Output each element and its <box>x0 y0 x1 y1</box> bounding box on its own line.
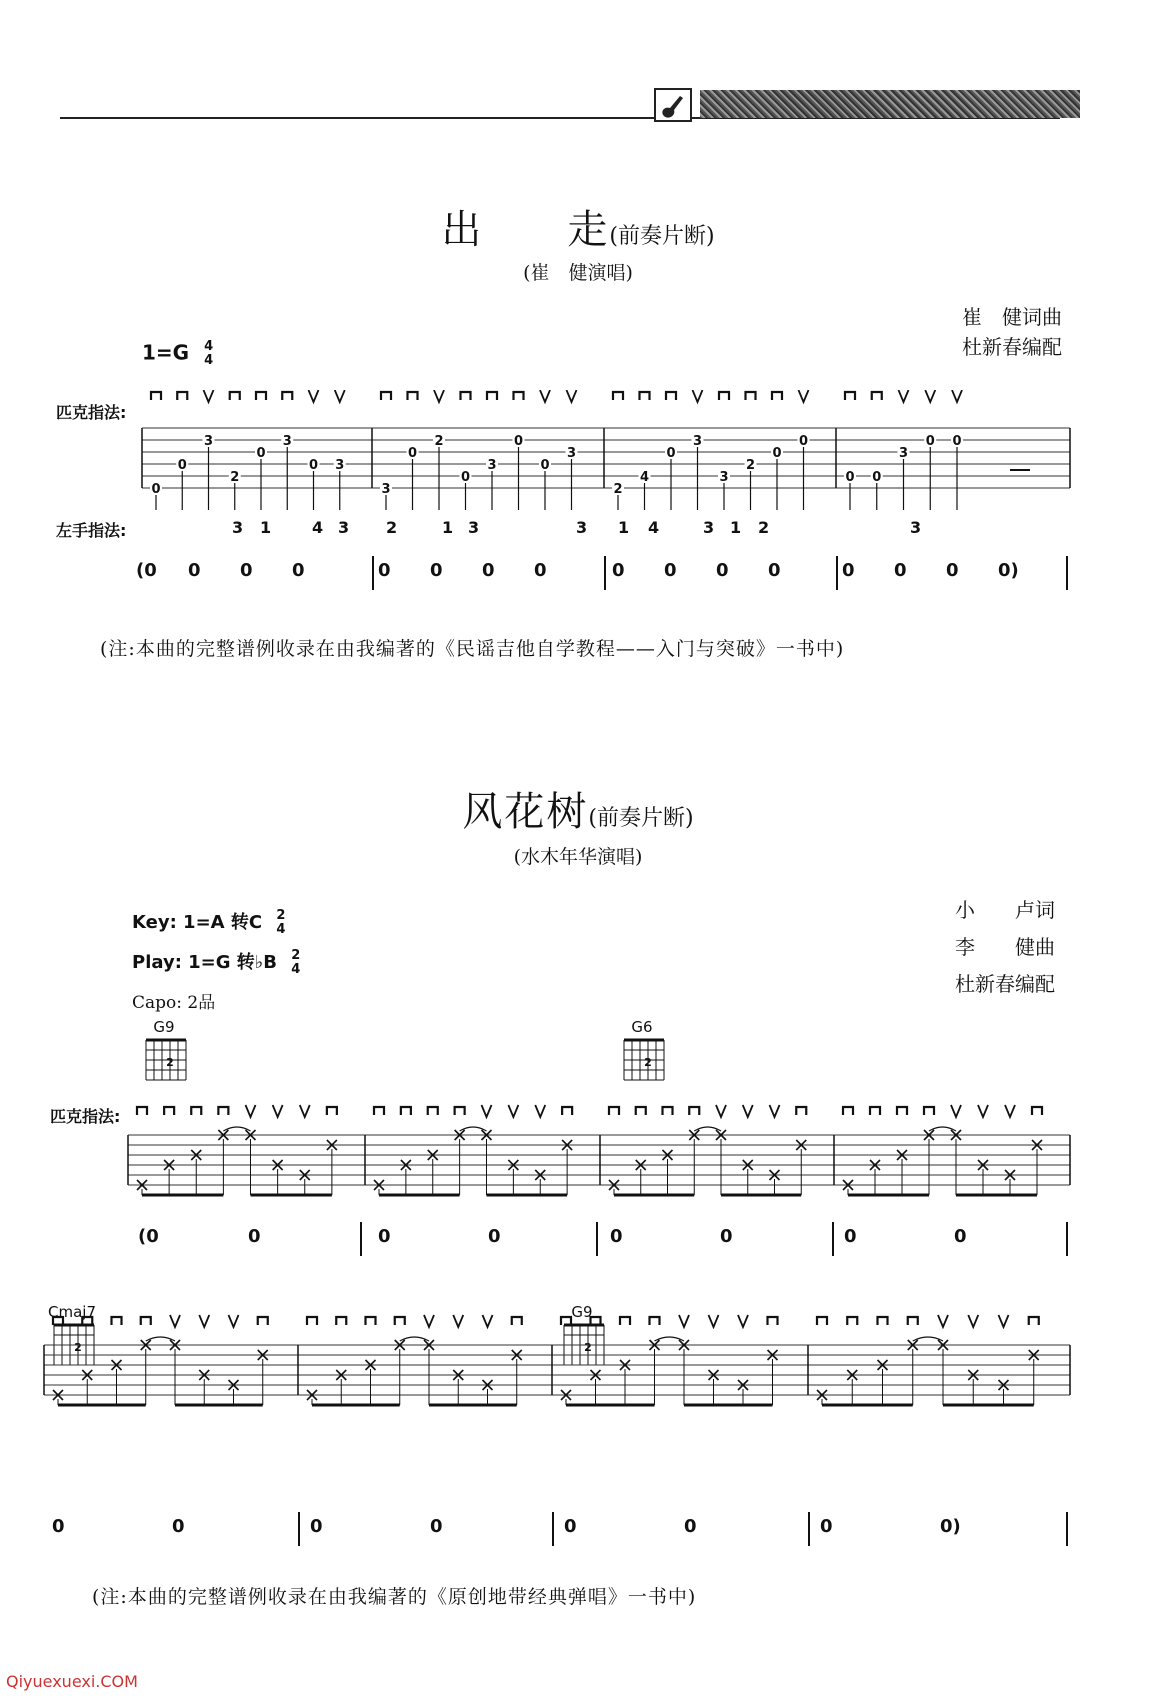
tab-digit: 0 <box>872 470 882 485</box>
upstroke-mark <box>743 1105 753 1117</box>
upstroke-mark <box>300 1105 310 1117</box>
chord-finger: 2 <box>74 1341 82 1354</box>
song2-right-hand-label: 匹克指法: <box>50 1107 121 1126</box>
song2-rest-line-2 <box>0 1512 1156 1552</box>
downstroke-mark <box>878 1317 888 1325</box>
rest-zero: 0 <box>248 1226 261 1247</box>
song2-system1 <box>0 1010 1156 1225</box>
chord-name: G9 <box>153 1018 175 1036</box>
rest-zero: (0 <box>136 560 157 581</box>
rest-barline <box>298 1512 300 1546</box>
rest-barline <box>372 556 374 590</box>
upstroke-mark <box>693 390 703 402</box>
rest-zero: 0 <box>820 1516 833 1537</box>
left-finger-number: 1 <box>260 518 272 537</box>
downstroke-mark <box>796 1107 806 1115</box>
song1-title-block <box>0 198 1156 255</box>
rest-zero: 0 <box>52 1516 65 1537</box>
downstroke-mark <box>164 1107 174 1115</box>
upstroke-mark <box>424 1315 434 1327</box>
upstroke-mark <box>1005 1105 1015 1117</box>
tab-digit: 0 <box>540 458 550 473</box>
rest-zero: 0 <box>684 1516 697 1537</box>
rest-zero: 0 <box>716 560 729 581</box>
song2-title: 风花树 <box>462 789 589 835</box>
rest-barline <box>552 1512 554 1546</box>
rest-barline <box>1066 556 1068 590</box>
downstroke-mark <box>897 1107 907 1115</box>
downstroke-mark <box>650 1317 660 1325</box>
upstroke-mark <box>999 1315 1009 1327</box>
rest-zero: 0 <box>378 560 391 581</box>
header-band <box>700 90 1080 118</box>
upstroke-mark <box>899 390 909 402</box>
downstroke-mark <box>191 1107 201 1115</box>
tab-digit: 2 <box>613 482 623 497</box>
song1-title-suffix: (前奏片断) <box>609 224 715 249</box>
upstroke-mark <box>709 1315 719 1327</box>
left-finger-number: 4 <box>312 518 324 537</box>
rest-zero: 0 <box>664 560 677 581</box>
chord-name: Cmaj7 <box>48 1303 96 1321</box>
rest-zero: 0 <box>188 560 201 581</box>
upstroke-mark <box>738 1315 748 1327</box>
song1-left-fingering <box>0 518 1156 542</box>
upstroke-mark <box>540 390 550 402</box>
rest-zero: 0 <box>310 1516 323 1537</box>
downstroke-mark <box>512 1317 522 1325</box>
rest-zero: 0 <box>844 1226 857 1247</box>
upstroke-mark <box>508 1105 518 1117</box>
rest-zero: 0 <box>482 560 495 581</box>
downstroke-mark <box>719 392 729 400</box>
downstroke-mark <box>640 392 650 400</box>
tab-digit: 0 <box>460 470 471 485</box>
downstroke-mark <box>609 1107 619 1115</box>
upstroke-mark <box>925 390 935 402</box>
upstroke-mark <box>273 1105 283 1117</box>
downstroke-mark <box>768 1317 778 1325</box>
tab-digit: 3 <box>566 446 577 461</box>
rest-zero: 0) <box>940 1516 961 1537</box>
downstroke-mark <box>374 1107 384 1115</box>
downstroke-mark <box>666 392 676 400</box>
song2-play-text: Play: 1=G 转♭B <box>132 952 278 973</box>
guitar-logo-icon <box>654 88 692 122</box>
upstroke-mark <box>204 390 214 402</box>
tab-digit: 3 <box>203 434 214 449</box>
song2-key-line <box>132 908 285 937</box>
left-finger-number: 3 <box>910 518 922 537</box>
downstroke-mark <box>872 392 882 400</box>
upstroke-mark <box>716 1105 726 1117</box>
downstroke-mark <box>461 392 471 400</box>
rest-zero: 0 <box>946 560 959 581</box>
rest-zero: 0 <box>172 1516 185 1537</box>
tab-digit: 0 <box>308 458 319 473</box>
song2-credits <box>955 892 1055 1003</box>
upstroke-mark <box>482 1105 492 1117</box>
downstroke-mark <box>746 392 756 400</box>
song1-key <box>142 340 213 368</box>
song1-note: (注:本曲的完整谱例收录在由我编著的《民谣吉他自学教程——入门与突破》一书中) <box>100 638 845 660</box>
upstroke-mark <box>535 1105 545 1117</box>
tab-digit: 0 <box>407 446 418 461</box>
upstroke-mark <box>229 1315 239 1327</box>
left-finger-number: 3 <box>232 518 244 537</box>
downstroke-mark <box>141 1317 151 1325</box>
downstroke-mark <box>1029 1317 1039 1325</box>
rest-zero: 0) <box>998 560 1019 581</box>
tab-digit: 0 <box>151 482 161 497</box>
rest-zero: 0 <box>720 1226 733 1247</box>
tab-digit: 4 <box>639 470 650 485</box>
downstroke-mark <box>381 392 391 400</box>
rest-zero: 0 <box>564 1516 577 1537</box>
chord-name: G9 <box>571 1303 593 1321</box>
downstroke-mark <box>620 1317 630 1325</box>
downstroke-mark <box>395 1317 405 1325</box>
tab-digit: 3 <box>692 434 703 449</box>
tab-digit: 0 <box>772 446 782 461</box>
left-finger-number: 3 <box>576 518 588 537</box>
song1-right-hand-label: 匹克指法: <box>56 403 127 422</box>
downstroke-mark <box>408 392 418 400</box>
rest-zero: 0 <box>430 560 443 581</box>
tab-digit: 3 <box>335 458 345 473</box>
downstroke-mark <box>1032 1107 1042 1115</box>
upstroke-mark <box>199 1315 209 1327</box>
downstroke-mark <box>256 392 266 400</box>
rest-zero: 0 <box>430 1516 443 1537</box>
rest-zero: 0 <box>610 1226 623 1247</box>
left-finger-number: 1 <box>442 518 454 537</box>
left-finger-number: 1 <box>618 518 630 537</box>
song1-title: 出 走 <box>441 207 610 253</box>
downstroke-mark <box>230 392 240 400</box>
tab-digit: 0 <box>666 446 676 461</box>
upstroke-mark <box>770 1105 780 1117</box>
downstroke-mark <box>428 1107 438 1115</box>
song2-play-line <box>132 948 300 977</box>
left-finger-number: 3 <box>338 518 350 537</box>
watermark: Qiyuexuexi.COM <box>6 1672 138 1691</box>
rest-barline <box>596 1222 598 1256</box>
downstroke-mark <box>843 1107 853 1115</box>
downstroke-mark <box>514 392 524 400</box>
downstroke-mark <box>487 392 497 400</box>
song2-rest-line-1 <box>0 1222 1156 1262</box>
rest-zero: 0 <box>612 560 625 581</box>
upstroke-mark <box>453 1315 463 1327</box>
downstroke-mark <box>336 1317 346 1325</box>
song2-time-signature-1: 2 4 <box>276 908 286 937</box>
upstroke-mark <box>483 1315 493 1327</box>
tab-digit: 3 <box>381 482 391 497</box>
downstroke-mark <box>562 1107 572 1115</box>
rest-zero: 0 <box>240 560 253 581</box>
upstroke-mark <box>679 1315 689 1327</box>
song1-time-signature: 4 4 <box>204 339 214 368</box>
left-finger-number: 2 <box>386 518 398 537</box>
rest-barline <box>808 1512 810 1546</box>
downstroke-mark <box>845 392 855 400</box>
tab-digit: 0 <box>177 458 187 473</box>
upstroke-mark <box>799 390 809 402</box>
upstroke-mark <box>938 1315 948 1327</box>
tab-digit: 3 <box>719 470 729 485</box>
downstroke-mark <box>847 1317 857 1325</box>
rest-barline <box>360 1222 362 1256</box>
song1-key-text: 1=G <box>142 340 190 365</box>
upstroke-mark <box>968 1315 978 1327</box>
downstroke-mark <box>327 1107 337 1115</box>
song2-title-block <box>0 780 1156 837</box>
rest-barline <box>604 556 606 590</box>
tab-digit: 0 <box>798 434 809 449</box>
downstroke-mark <box>772 392 782 400</box>
song2-credit-lyricist: 小 卢词 <box>955 898 1055 922</box>
downstroke-mark <box>366 1317 376 1325</box>
downstroke-mark <box>137 1107 147 1115</box>
upstroke-mark <box>567 390 577 402</box>
downstroke-mark <box>307 1317 317 1325</box>
rest-barline <box>832 1222 834 1256</box>
rest-barline <box>836 556 838 590</box>
song2-capo: Capo: 2品 <box>132 993 216 1013</box>
left-finger-number: 1 <box>730 518 742 537</box>
rest-zero: 0 <box>378 1226 391 1247</box>
upstroke-mark <box>170 1315 180 1327</box>
downstroke-mark <box>924 1107 934 1115</box>
upstroke-mark <box>335 390 345 402</box>
left-finger-number: 3 <box>703 518 715 537</box>
song2-title-suffix: (前奏片断) <box>588 806 694 831</box>
downstroke-mark <box>817 1317 827 1325</box>
rest-zero: 0 <box>842 560 855 581</box>
tab-digit: 0 <box>845 470 855 485</box>
song1-credit-composer: 崔 健词曲 <box>962 305 1062 329</box>
song1-left-hand-label: 左手指法: <box>56 521 127 540</box>
downstroke-mark <box>282 392 292 400</box>
tab-digit: 0 <box>256 446 266 461</box>
upstroke-mark <box>246 1105 256 1117</box>
rest-zero: 0 <box>894 560 907 581</box>
tab-digit: 0 <box>513 434 524 449</box>
song2-key-text: Key: 1=A 转C <box>132 912 263 933</box>
tab-digit: 2 <box>745 458 756 473</box>
rest-zero: (0 <box>138 1226 159 1247</box>
tab-digit: 3 <box>282 434 292 449</box>
tab-digit: 3 <box>898 446 909 461</box>
downstroke-mark <box>908 1317 918 1325</box>
upstroke-mark <box>978 1105 988 1117</box>
tab-digit: 0 <box>952 434 962 449</box>
tab-digit: 0 <box>925 434 935 449</box>
song1-credits <box>962 302 1062 362</box>
downstroke-mark <box>218 1107 228 1115</box>
downstroke-mark <box>689 1107 699 1115</box>
downstroke-mark <box>870 1107 880 1115</box>
song2-system2 <box>0 1295 1156 1495</box>
rest-barline <box>1066 1512 1068 1546</box>
song1-tab-staff <box>0 390 1156 510</box>
left-finger-number: 2 <box>758 518 770 537</box>
song2-time-signature-2: 2 4 <box>291 948 301 977</box>
upstroke-mark <box>951 1105 961 1117</box>
song2-note: (注:本曲的完整谱例收录在由我编著的《原创地带经典弹唱》一书中) <box>92 1586 697 1608</box>
song2-credit-arranger: 杜新春编配 <box>955 972 1055 996</box>
rest-zero: 0 <box>534 560 547 581</box>
tab-digit: 2 <box>434 434 444 449</box>
downstroke-mark <box>663 1107 673 1115</box>
song1-rest-line <box>0 556 1156 596</box>
rest-zero: 0 <box>292 560 305 581</box>
downstroke-mark <box>455 1107 465 1115</box>
song1-performer: (崔 健演唱) <box>523 262 633 284</box>
chord-finger: 2 <box>644 1056 652 1069</box>
downstroke-mark <box>401 1107 411 1115</box>
downstroke-mark <box>112 1317 122 1325</box>
downstroke-mark <box>151 392 161 400</box>
chord-finger: 2 <box>584 1341 592 1354</box>
downstroke-mark <box>258 1317 268 1325</box>
rest-zero: 0 <box>768 560 781 581</box>
downstroke-mark <box>613 392 623 400</box>
upstroke-mark <box>434 390 444 402</box>
chord-name: G6 <box>631 1018 653 1036</box>
song1-credit-arranger: 杜新春编配 <box>962 335 1062 359</box>
left-finger-number: 4 <box>648 518 660 537</box>
tab-digit: 3 <box>487 458 497 473</box>
chord-finger: 2 <box>166 1056 174 1069</box>
song2-performer: (水木年华演唱) <box>513 846 643 868</box>
upstroke-mark <box>309 390 319 402</box>
rest-zero: 0 <box>954 1226 967 1247</box>
left-finger-number: 3 <box>468 518 480 537</box>
downstroke-mark <box>636 1107 646 1115</box>
upstroke-mark <box>952 390 962 402</box>
rest-zero: 0 <box>488 1226 501 1247</box>
rest-barline <box>1066 1222 1068 1256</box>
downstroke-mark <box>177 392 187 400</box>
tab-digit: 2 <box>230 470 240 485</box>
song2-credit-composer: 李 健曲 <box>955 935 1055 959</box>
